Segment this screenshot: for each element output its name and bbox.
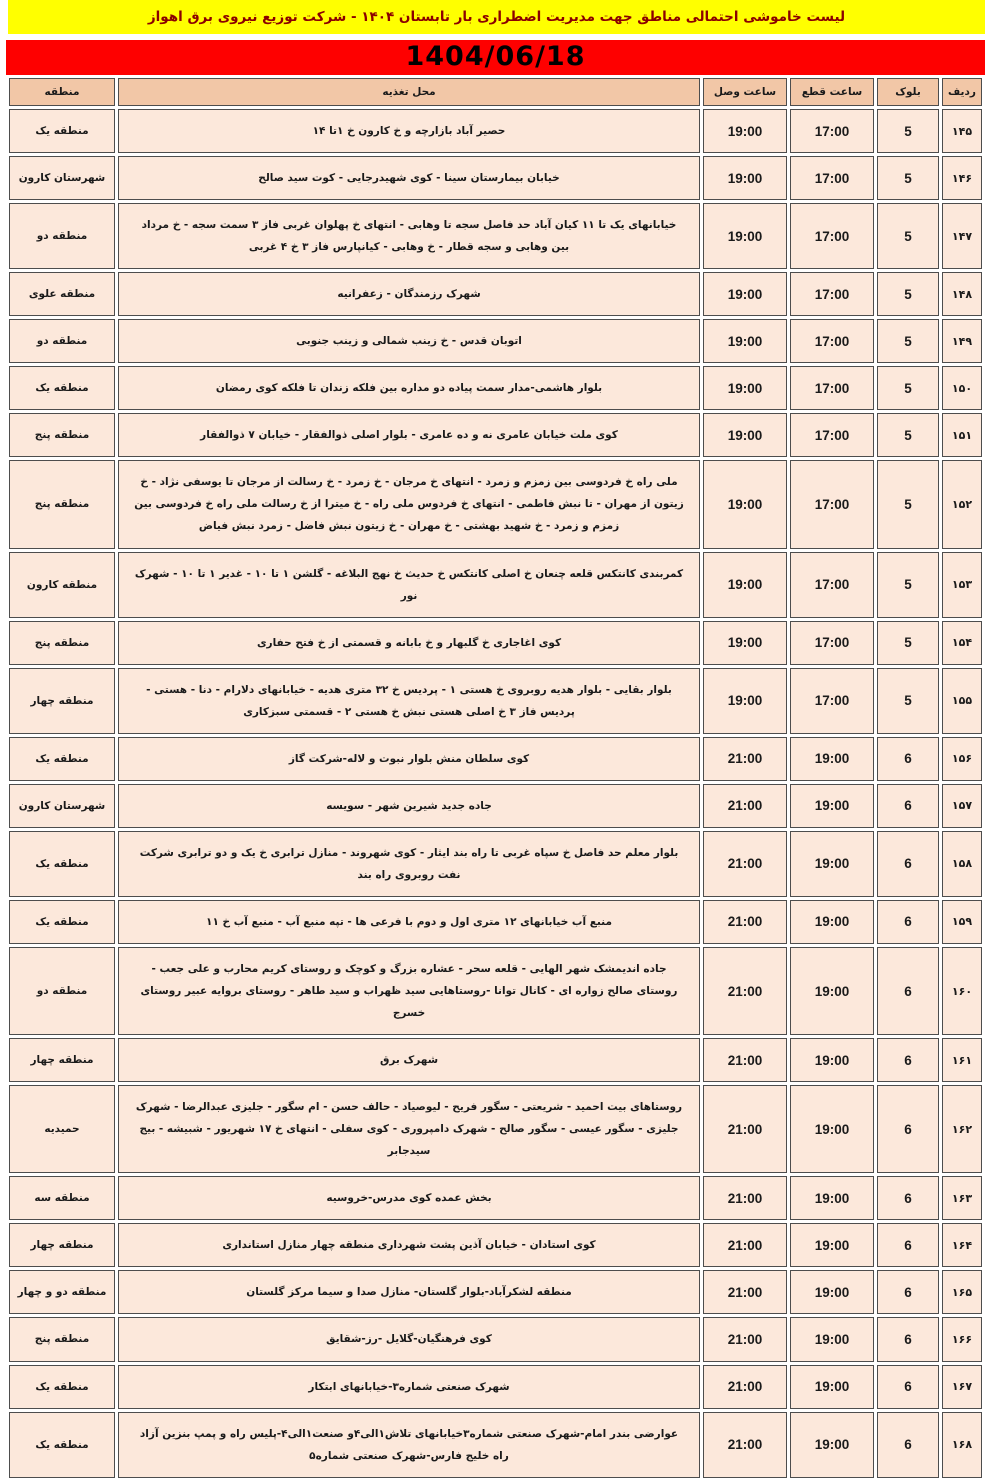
row-number-cell: ۱۵۲ — [942, 460, 982, 548]
block-cell: 6 — [877, 1317, 939, 1361]
row-number-cell: ۱۴۸ — [942, 272, 982, 316]
table-row — [9, 1038, 982, 1082]
block-cell: 5 — [877, 413, 939, 457]
table-row — [9, 1085, 982, 1173]
cut-time-cell: 19:00 — [790, 900, 874, 944]
cut-time-cell: 19:00 — [790, 1176, 874, 1220]
location-cell: کوی ملت خیابان عامری نه و ده عامری - بلوار اصلی ذوالفقار - خیابان ۷ ذوالفقار — [118, 413, 700, 457]
block-cell: 5 — [877, 621, 939, 665]
col-header-block: بلوک — [877, 78, 939, 106]
region-cell: منطقه یک — [9, 1412, 115, 1478]
table-row — [9, 552, 982, 618]
cut-time-cell: 17:00 — [790, 272, 874, 316]
connect-time-cell: 21:00 — [703, 1412, 787, 1478]
cut-time-cell: 19:00 — [790, 831, 874, 897]
connect-time-cell: 21:00 — [703, 1365, 787, 1409]
location-cell: خیابانهای یک تا ۱۱ کیان آباد حد فاصل سجه تا وهابی - انتهای خ پهلوان غربی فاز ۳ سمت سجه - خ مرداد بین وهابی و سجه قطار - خ وهابی - کیانپارس فاز ۳ خ ۴ غربی — [118, 203, 700, 269]
connect-time-cell: 19:00 — [703, 668, 787, 734]
region-cell: منطقه دو — [9, 319, 115, 363]
connect-time-cell: 19:00 — [703, 319, 787, 363]
cut-time-cell: 19:00 — [790, 784, 874, 828]
cut-time-cell: 19:00 — [790, 1085, 874, 1173]
location-cell: منبع آب خیابانهای ۱۲ متری اول و دوم با فرعی ها - تپه منبع آب - منبع آب خ ۱۱ — [118, 900, 700, 944]
block-cell: 6 — [877, 1365, 939, 1409]
block-cell: 5 — [877, 156, 939, 200]
page-title: لیست خاموشی احتمالی مناطق جهت مدیریت اضطراری بار تابستان ۱۴۰۴ - شرکت توزیع نیروی برق اهواز — [147, 9, 846, 25]
location-cell: بخش عمده کوی مدرس-خروسیه — [118, 1176, 700, 1220]
cut-time-cell: 17:00 — [790, 319, 874, 363]
cut-time-cell: 19:00 — [790, 1317, 874, 1361]
row-number-cell: ۱۵۸ — [942, 831, 982, 897]
region-cell: منطقه پنج — [9, 1317, 115, 1361]
location-cell: کوی اغاجاری خ گلبهار و خ بابانه و قسمتی از خ فتح حفاری — [118, 621, 700, 665]
row-number-cell: ۱۵۱ — [942, 413, 982, 457]
row-number-cell: ۱۴۹ — [942, 319, 982, 363]
table-row — [9, 1223, 982, 1267]
location-cell: جاده اندیمشک شهر الهایی - قلعه سحر - عشاره بزرگ و کوچک و روستای کریم محارب و علی جعب - روستای صالح زواره ای - کانال توانا -روستاهایی سید ظهراب و سید طاهر - روستای بروایه عبیر روستای خسرج — [118, 947, 700, 1035]
row-number-cell: ۱۶۸ — [942, 1412, 982, 1478]
row-number-cell: ۱۵۷ — [942, 784, 982, 828]
region-cell: شهرستان کارون — [9, 784, 115, 828]
table-row — [9, 621, 982, 665]
location-cell: کوی فرهنگیان-گلایل -رز-شقایق — [118, 1317, 700, 1361]
table-row — [9, 319, 982, 363]
row-number-cell: ۱۵۶ — [942, 737, 982, 781]
row-number-cell: ۱۵۰ — [942, 366, 982, 410]
region-cell: منطقه یک — [9, 1365, 115, 1409]
location-cell: کوی استادان - خیابان آذین پشت شهرداری منطقه چهار منازل استانداری — [118, 1223, 700, 1267]
region-cell: منطقه یک — [9, 366, 115, 410]
row-number-cell: ۱۵۵ — [942, 668, 982, 734]
table-row — [9, 109, 982, 153]
cut-time-cell: 17:00 — [790, 156, 874, 200]
location-cell: شهرک برق — [118, 1038, 700, 1082]
cut-time-cell: 17:00 — [790, 621, 874, 665]
col-header-region: منطقه — [9, 78, 115, 106]
cut-time-cell: 17:00 — [790, 552, 874, 618]
row-number-cell: ۱۶۱ — [942, 1038, 982, 1082]
region-cell: منطقه دو — [9, 203, 115, 269]
region-cell: منطقه کارون — [9, 552, 115, 618]
table-row — [9, 413, 982, 457]
connect-time-cell: 21:00 — [703, 1223, 787, 1267]
connect-time-cell: 21:00 — [703, 1085, 787, 1173]
location-cell: بلوار معلم حد فاصل خ سپاه غربی تا راه بند ایثار - کوی شهروند - منازل ترابری خ یک و دو ترابری شرکت نفت روبروی راه بند — [118, 831, 700, 897]
cut-time-cell: 19:00 — [790, 1038, 874, 1082]
location-cell: بلوار بقایی - بلوار هدیه روبروی خ هستی ۱ - پردیس خ ۳۲ متری هدیه - خیابانهای دلارام - دنا - هستی - پردیس فاز ۳ خ اصلی هستی نبش خ هستی ۲ - قسمتی سبزکاری — [118, 668, 700, 734]
table-row — [9, 1317, 982, 1361]
connect-time-cell: 21:00 — [703, 1270, 787, 1314]
block-cell: 5 — [877, 109, 939, 153]
cut-time-cell: 17:00 — [790, 413, 874, 457]
table-header-row — [9, 78, 982, 106]
block-cell: 6 — [877, 831, 939, 897]
block-cell: 6 — [877, 1176, 939, 1220]
row-number-cell: ۱۶۴ — [942, 1223, 982, 1267]
location-cell: حصیر آباد بازارچه و خ کارون خ ۱تا ۱۴ — [118, 109, 700, 153]
connect-time-cell: 21:00 — [703, 1317, 787, 1361]
region-cell: منطقه دو و چهار — [9, 1270, 115, 1314]
region-cell: شهرستان کارون — [9, 156, 115, 200]
row-number-cell: ۱۴۶ — [942, 156, 982, 200]
location-cell: روستاهای بیت احمید - شریعتی - سگور فریح - لیوصیاد - حالف حسن - ام سگور - جلیزی عبدالرضا - شهرک جلیزی - سگور عیسی - سگور صالح - شهرک دامپروری - کوی سفلی - انتهای خ ۱۷ شهریور - شبیشه - بیج سیدجابر — [118, 1085, 700, 1173]
region-cell: منطقه چهار — [9, 1223, 115, 1267]
region-cell: منطقه سه — [9, 1176, 115, 1220]
location-cell: جاده جدید شیرین شهر - سویسه — [118, 784, 700, 828]
block-cell: 6 — [877, 737, 939, 781]
row-number-cell: ۱۶۷ — [942, 1365, 982, 1409]
table-row — [9, 156, 982, 200]
block-cell: 6 — [877, 1085, 939, 1173]
block-cell: 6 — [877, 1270, 939, 1314]
table-body — [9, 109, 982, 1478]
connect-time-cell: 21:00 — [703, 831, 787, 897]
table-row — [9, 1176, 982, 1220]
connect-time-cell: 19:00 — [703, 621, 787, 665]
row-number-cell: ۱۶۳ — [942, 1176, 982, 1220]
table-row — [9, 1365, 982, 1409]
block-cell: 6 — [877, 1223, 939, 1267]
region-cell: منطقه پنج — [9, 621, 115, 665]
location-cell: شهرک صنعتی شماره۳-خیابانهای ابتکار — [118, 1365, 700, 1409]
table-row — [9, 203, 982, 269]
col-header-connect-time: ساعت وصل — [703, 78, 787, 106]
connect-time-cell: 19:00 — [703, 366, 787, 410]
col-header-location: محل تغذیه — [118, 78, 700, 106]
block-cell: 5 — [877, 460, 939, 548]
region-cell: منطقه چهار — [9, 1038, 115, 1082]
block-cell: 5 — [877, 366, 939, 410]
region-cell: منطقه علوی — [9, 272, 115, 316]
cut-time-cell: 19:00 — [790, 947, 874, 1035]
cut-time-cell: 17:00 — [790, 366, 874, 410]
cut-time-cell: 17:00 — [790, 203, 874, 269]
connect-time-cell: 21:00 — [703, 900, 787, 944]
block-cell: 6 — [877, 947, 939, 1035]
row-number-cell: ۱۵۹ — [942, 900, 982, 944]
region-cell: حمیدیه — [9, 1085, 115, 1173]
row-number-cell: ۱۵۳ — [942, 552, 982, 618]
connect-time-cell: 19:00 — [703, 272, 787, 316]
cut-time-cell: 19:00 — [790, 1223, 874, 1267]
block-cell: 5 — [877, 319, 939, 363]
location-cell: اتوبان قدس - خ زینب شمالی و زینب جنوبی — [118, 319, 700, 363]
location-cell: خیابان بیمارستان سینا - کوی شهیدرجایی - کوت سید صالح — [118, 156, 700, 200]
cut-time-cell: 19:00 — [790, 737, 874, 781]
date-text: 1404/06/18 — [405, 41, 586, 72]
row-number-cell: ۱۶۲ — [942, 1085, 982, 1173]
region-cell: منطقه یک — [9, 737, 115, 781]
block-cell: 5 — [877, 203, 939, 269]
table-row — [9, 460, 982, 548]
col-header-cut-time: ساعت قطع — [790, 78, 874, 106]
cut-time-cell: 19:00 — [790, 1412, 874, 1478]
row-number-cell: ۱۴۵ — [942, 109, 982, 153]
cut-time-cell: 19:00 — [790, 1365, 874, 1409]
connect-time-cell: 19:00 — [703, 109, 787, 153]
table-row — [9, 668, 982, 734]
table-row — [9, 1270, 982, 1314]
location-cell: شهرک رزمندگان - زعفرانیه — [118, 272, 700, 316]
connect-time-cell: 21:00 — [703, 1176, 787, 1220]
connect-time-cell: 19:00 — [703, 156, 787, 200]
table-row — [9, 900, 982, 944]
connect-time-cell: 21:00 — [703, 1038, 787, 1082]
block-cell: 5 — [877, 552, 939, 618]
location-cell: کوی سلطان منش بلوار نبوت و لاله-شرکت گاز — [118, 737, 700, 781]
region-cell: منطقه یک — [9, 109, 115, 153]
table-row — [9, 366, 982, 410]
location-cell: عوارضی بندر امام-شهرک صنعتی شماره۳خیابانهای تلاش۱الی۴و صنعت۱الی۴-پلیس راه و پمپ بنزین آزاد راه خلیج فارس-شهرک صنعتی شماره۵ — [118, 1412, 700, 1478]
block-cell: 6 — [877, 1412, 939, 1478]
location-cell: منطقه لشکرآباد-بلوار گلستان- منازل صدا و سیما مرکز گلستان — [118, 1270, 700, 1314]
col-header-row-number: ردیف — [942, 78, 982, 106]
region-cell: منطقه دو — [9, 947, 115, 1035]
region-cell: منطقه چهار — [9, 668, 115, 734]
location-cell: ملی راه خ فردوسی بین زمزم و زمرد - انتهای خ مرجان - خ زمرد - خ رسالت از مرجان تا یوسفی نژاد - خ زیتون از مهران - تا نبش فاطمی - انتهای خ فردوس ملی راه - خ میترا از خ رسالت ملی راه خ فردوسی بین زمزم و زمرد - خ شهید بهشتی - خ مهران - خ زیتون نبش فاضل - زمرد نبش فیاض — [118, 460, 700, 548]
row-number-cell: ۱۵۴ — [942, 621, 982, 665]
outage-table — [6, 75, 985, 1481]
cut-time-cell: 17:00 — [790, 109, 874, 153]
row-number-cell: ۱۶۶ — [942, 1317, 982, 1361]
location-cell: کمربندی کانتکس قلعه چنعان خ اصلی کانتکس خ حدیث خ نهج البلاغه - گلشن ۱ تا ۱۰ - غدیر ۱ تا ۱۰ - شهرک نور — [118, 552, 700, 618]
cut-time-cell: 19:00 — [790, 1270, 874, 1314]
connect-time-cell: 21:00 — [703, 947, 787, 1035]
connect-time-cell: 19:00 — [703, 413, 787, 457]
block-cell: 6 — [877, 784, 939, 828]
block-cell: 6 — [877, 1038, 939, 1082]
block-cell: 5 — [877, 272, 939, 316]
block-cell: 6 — [877, 900, 939, 944]
connect-time-cell: 19:00 — [703, 460, 787, 548]
cut-time-cell: 17:00 — [790, 668, 874, 734]
row-number-cell: ۱۴۷ — [942, 203, 982, 269]
region-cell: منطقه یک — [9, 831, 115, 897]
date-banner — [6, 40, 985, 75]
row-number-cell: ۱۶۰ — [942, 947, 982, 1035]
cut-time-cell: 17:00 — [790, 460, 874, 548]
table-row — [9, 784, 982, 828]
block-cell: 5 — [877, 668, 939, 734]
connect-time-cell: 21:00 — [703, 784, 787, 828]
table-row — [9, 737, 982, 781]
table-row — [9, 1412, 982, 1478]
location-cell: بلوار هاشمی-مدار سمت پیاده دو مداره بین فلکه زندان تا فلکه کوی رمضان — [118, 366, 700, 410]
connect-time-cell: 21:00 — [703, 737, 787, 781]
region-cell: منطقه یک — [9, 900, 115, 944]
connect-time-cell: 19:00 — [703, 203, 787, 269]
table-row — [9, 947, 982, 1035]
title-banner — [8, 0, 985, 34]
region-cell: منطقه پنج — [9, 413, 115, 457]
row-number-cell: ۱۶۵ — [942, 1270, 982, 1314]
table-row — [9, 831, 982, 897]
region-cell: منطقه پنج — [9, 460, 115, 548]
connect-time-cell: 19:00 — [703, 552, 787, 618]
table-row — [9, 272, 982, 316]
